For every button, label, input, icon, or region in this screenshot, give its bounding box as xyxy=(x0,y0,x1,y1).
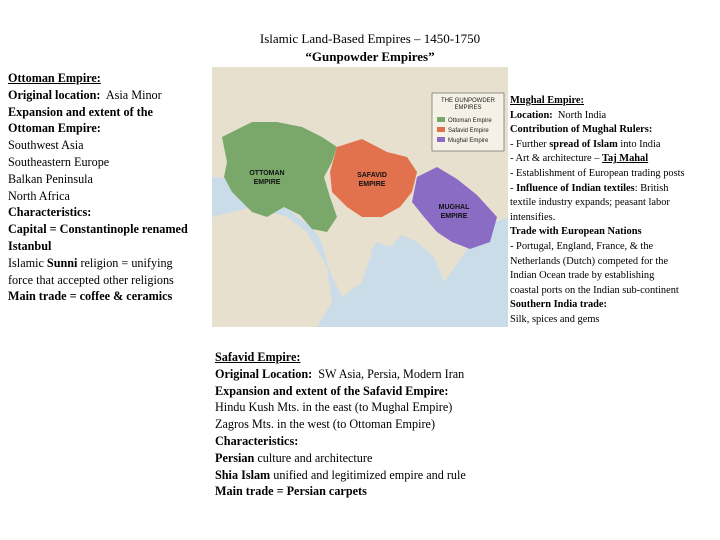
safavid-east: Hindu Kush Mts. in the east (to Mughal Empire) xyxy=(215,400,453,415)
mughal-c4-2: textile industry expands; peasant labor xyxy=(510,197,670,209)
safavid-heading: Safavid Empire: xyxy=(215,350,301,364)
map-legend-item: Mughal Empire xyxy=(448,138,489,144)
map-label-ottoman-2: EMPIRE xyxy=(253,179,281,186)
ottoman-religion-pre: Islamic xyxy=(8,255,44,270)
mughal-contrib-label: Contribution of Mughal Rulers: xyxy=(510,124,653,136)
safavid-section xyxy=(215,349,515,500)
mughal-c1-post: into India xyxy=(620,138,661,150)
mughal-loc-value: North India xyxy=(557,109,607,121)
mughal-c4-3: intensifies. xyxy=(510,211,556,223)
map-label-safavid: SAFAVID xyxy=(357,172,387,179)
map-legend-swatch-ottoman xyxy=(437,117,445,122)
mughal-c1-pre: - Further xyxy=(510,138,547,150)
ottoman-region: North Africa xyxy=(8,188,70,203)
mughal-t2: Netherlands (Dutch) competed for the xyxy=(510,255,669,267)
safavid-shia-bold: Shia Islam xyxy=(215,467,271,482)
safavid-expansion: Expansion and extent of the Safavid Empire: xyxy=(215,383,449,398)
mughal-trade-label: Trade with European Nations xyxy=(510,226,642,238)
map-label-mughal: MUGHAL xyxy=(438,204,470,211)
ottoman-religion-sunni: Sunni xyxy=(46,255,78,270)
safavid-persian-bold: Persian xyxy=(215,450,255,465)
safavid-west: Zagros Mts. in the west (to Ottoman Empire) xyxy=(215,417,436,432)
ottoman-religion-post: religion = unifying xyxy=(80,255,173,270)
ottoman-orig-label: Original location: xyxy=(8,87,101,102)
mughal-south-value: Silk, spices and gems xyxy=(510,313,600,325)
title-line-2: “Gunpowder Empires” xyxy=(305,49,435,64)
mughal-c4-pre: - xyxy=(510,182,514,194)
mughal-south-label: Southern India trade: xyxy=(510,299,607,311)
page-title xyxy=(200,30,540,66)
ottoman-expansion-2: Ottoman Empire: xyxy=(8,121,101,136)
ottoman-capital-2: Istanbul xyxy=(8,238,52,253)
gunpowder-empires-map xyxy=(212,67,508,327)
ottoman-region: Southeastern Europe xyxy=(8,154,110,169)
map-label-ottoman: OTTOMAN xyxy=(249,170,285,177)
ottoman-region: Balkan Peninsula xyxy=(8,171,93,186)
mughal-t3: Indian Ocean trade by establishing xyxy=(510,270,655,282)
map-legend-swatch-mughal xyxy=(437,137,445,142)
map-legend-title-2: EMPIRES xyxy=(454,105,482,111)
ottoman-heading: Ottoman Empire: xyxy=(8,71,101,85)
mughal-c2-pre: - Art & architecture – xyxy=(510,153,600,165)
mughal-c4-bold: Influence of Indian textiles xyxy=(516,182,635,194)
ottoman-religion-2: force that accepted other religions xyxy=(8,272,174,287)
mughal-c3: - Establishment of European trading posts xyxy=(510,167,685,179)
map-label-mughal-2: EMPIRE xyxy=(440,213,468,220)
map-label-safavid-2: EMPIRE xyxy=(358,181,386,188)
mughal-heading: Mughal Empire: xyxy=(510,95,584,106)
mughal-c1-bold: spread of Islam xyxy=(549,138,618,150)
ottoman-section xyxy=(8,70,208,305)
ottoman-expansion-1: Expansion and extent of the xyxy=(8,104,153,119)
ottoman-trade: Main trade = coffee & ceramics xyxy=(8,289,173,304)
title-line-1: Islamic Land-Based Empires – 1450-1750 xyxy=(259,31,481,46)
map-legend-item: Safavid Empire xyxy=(448,128,489,134)
map-legend-swatch-safavid xyxy=(437,127,445,132)
mughal-t4: coastal ports on the Indian sub-continent xyxy=(510,284,679,296)
ottoman-capital-1: Capital = Constantinople renamed xyxy=(8,222,188,237)
safavid-persian-rest: culture and architecture xyxy=(257,450,373,465)
safavid-trade: Main trade = Persian carpets xyxy=(215,484,367,499)
ottoman-char-label: Characteristics: xyxy=(8,205,92,220)
safavid-orig-label: Original Location: xyxy=(215,366,313,381)
safavid-orig-value: SW Asia, Persia, Modern Iran xyxy=(318,366,465,381)
mughal-section xyxy=(510,94,720,328)
ottoman-region: Southwest Asia xyxy=(8,138,84,153)
map-legend-item: Ottoman Empire xyxy=(448,118,492,124)
mughal-loc-label: Location: xyxy=(510,109,553,121)
safavid-shia-rest: unified and legitimized empire and rule xyxy=(273,467,466,482)
safavid-char-label: Characteristics: xyxy=(215,433,299,448)
ottoman-orig-value: Asia Minor xyxy=(105,87,162,102)
mughal-t1: - Portugal, England, France, & the xyxy=(510,240,654,252)
map-legend-title-1: THE GUNPOWDER xyxy=(441,98,495,104)
mughal-c2-bold: Taj Mahal xyxy=(602,153,649,165)
mughal-c4-post: : British xyxy=(634,182,669,194)
